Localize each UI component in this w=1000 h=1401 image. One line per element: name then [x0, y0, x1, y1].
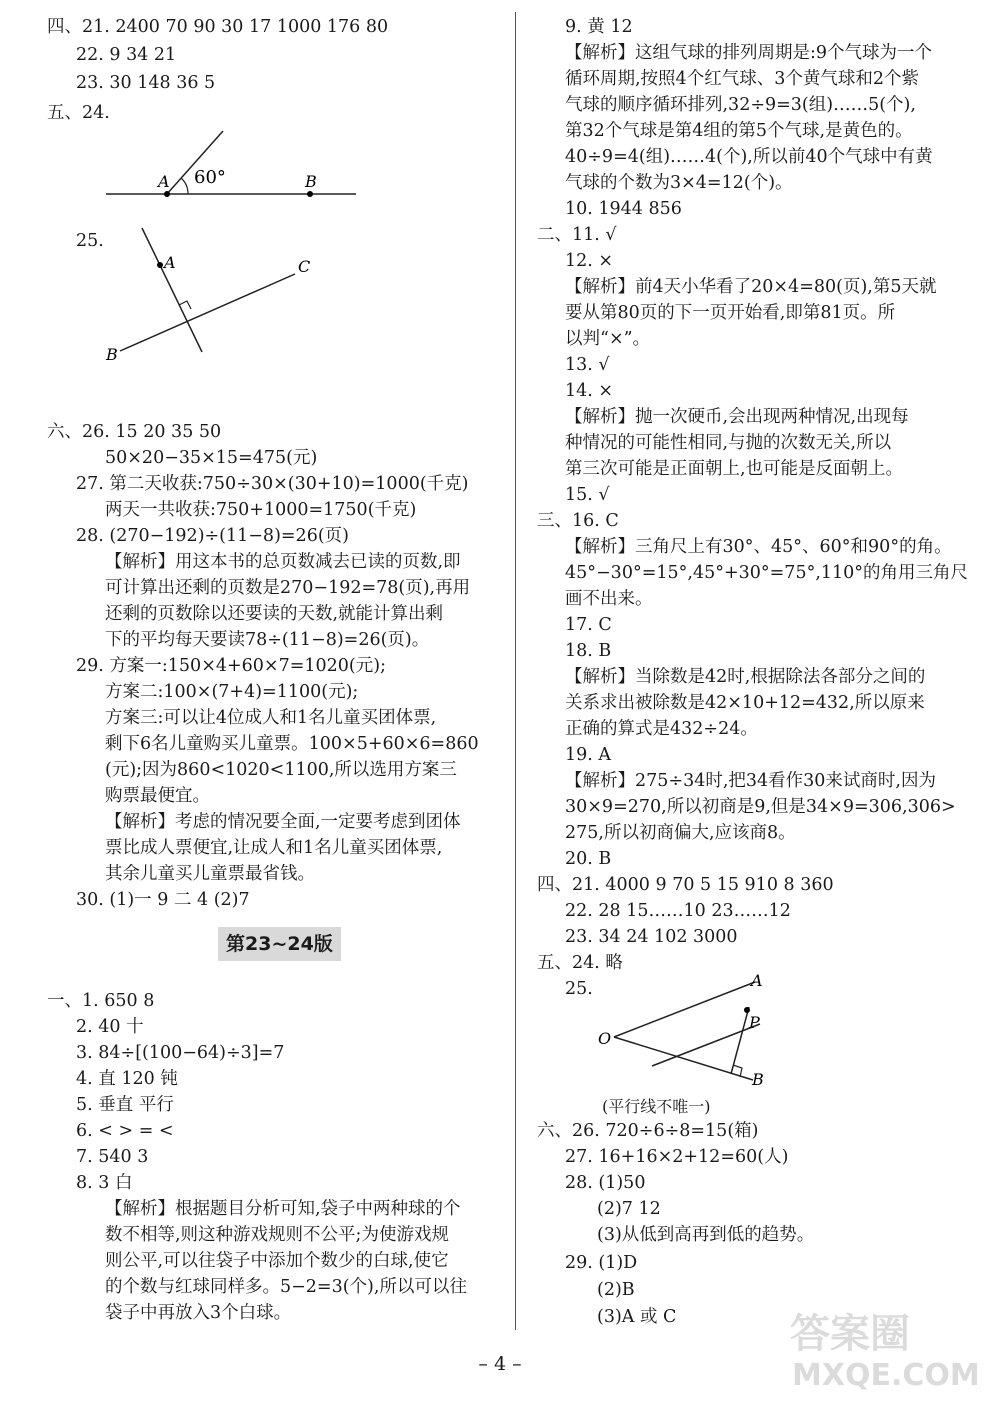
answer-q23: 23. 30 148 36 5 — [76, 73, 216, 93]
perpendicular-to-ob — [731, 1007, 749, 1074]
answer-s6: 6. < > = < — [76, 1121, 174, 1141]
answer-r24: 五、24. 略 — [537, 953, 623, 973]
answer-r19: 19. A — [565, 745, 612, 765]
analysis-s8: 【解析】根据题目分析可知,袋子中两种球的个 — [105, 1199, 461, 1219]
answer-q29-line6: 购票最便宜。 — [105, 786, 210, 806]
answer-q30: 30. (1)一 9 二 4 (2)7 — [76, 890, 250, 910]
answer-s8: 8. 3 白 — [76, 1173, 133, 1193]
label-c: C — [298, 257, 311, 276]
analysis-r18: 【解析】当除数是42时,根据除法各部分之间的 — [565, 667, 926, 687]
answer-r20: 20. B — [565, 849, 612, 869]
answer-r29: 29. (1)D — [565, 1253, 638, 1273]
answer-r29-part3: (3)A 或 C — [597, 1307, 677, 1327]
analysis-r16-line2: 45°−30°=15°,45°+30°=75°,110°的角用三角尺 — [565, 563, 969, 583]
answer-q29-line5: (元);因为860<1020<1100,所以选用方案三 — [105, 760, 457, 780]
answer-r23: 23. 34 24 102 3000 — [565, 927, 738, 947]
analysis-r9-line3: 气球的顺序循环排列,32÷9=3(组)……5(个), — [565, 95, 916, 115]
point-a — [157, 262, 163, 268]
answer-s1: 一、1. 650 8 — [47, 991, 155, 1011]
analysis-r14: 【解析】抛一次硬币,会出现两种情况,出现每 — [565, 407, 909, 427]
answer-q29: 29. 方案一:150×4+60×7=1020(元); — [76, 656, 386, 676]
label-b: B — [106, 345, 118, 364]
analysis-r9: 【解析】这组气球的排列周期是:9个气球为一个 — [565, 43, 933, 63]
analysis-r19-line3: 275,所以初商偏大,应该商8。 — [565, 823, 796, 843]
analysis-r12: 【解析】前4天小华看了20×4=80(页),第5天就 — [565, 277, 937, 297]
ray-oa — [614, 982, 755, 1037]
answer-r29-part2: (2)B — [597, 1280, 635, 1300]
analysis-r14-line3: 第三次可能是正面朝上,也可能是反面朝上。 — [565, 459, 904, 479]
answer-s2: 2. 40 十 — [76, 1017, 144, 1037]
label-a: A — [164, 253, 176, 272]
figure-caption: (平行线不唯一) — [602, 1097, 711, 1116]
answer-r26: 六、26. 720÷6÷8=15(箱) — [537, 1121, 759, 1141]
analysis-r18-line3: 正确的算式是432÷24。 — [565, 719, 758, 739]
answer-s5: 5. 垂直 平行 — [76, 1095, 174, 1115]
label-p: P — [749, 1013, 760, 1032]
analysis-r16-line3: 画不出来。 — [565, 589, 653, 609]
label-a: A — [751, 971, 763, 990]
answer-r11: 二、11. √ — [537, 225, 617, 245]
column-divider — [515, 12, 516, 1330]
answer-s3: 3. 84÷[(100−64)÷3]=7 — [76, 1043, 285, 1063]
section-title: 第23~24版 — [218, 927, 341, 961]
answer-r14: 14. × — [565, 381, 614, 401]
answer-r17: 17. C — [565, 615, 612, 635]
analysis-s8-line4: 的个数与红球同样多。5−2=3(个),所以可以往 — [105, 1277, 467, 1297]
analysis-q28-line3: 还剩的页数除以还要读的天数,就能计算出剩 — [105, 604, 444, 624]
answer-q29-line4: 剩下6名儿童购买儿童票。100×5+60×6=860 — [105, 734, 479, 754]
answer-r18: 18. B — [565, 641, 612, 661]
ray-ob — [614, 1037, 753, 1080]
analysis-q28-line4: 下的平均每天要读78÷(11−8)=26(页)。 — [105, 630, 430, 650]
label-a: A — [158, 172, 170, 191]
answer-r13: 13. √ — [565, 355, 610, 375]
answer-r28-part2: (2)7 12 — [597, 1199, 661, 1219]
answer-q25: 25. — [76, 231, 104, 251]
analysis-q28: 【解析】用这本书的总页数减去已读的页数,即 — [105, 552, 461, 572]
answer-r10: 10. 1944 856 — [565, 199, 682, 219]
analysis-r9-line6: 气球的个数为3×4=12(个)。 — [565, 173, 793, 193]
answer-r25: 25. — [565, 979, 593, 999]
answer-r15: 15. √ — [565, 485, 610, 505]
answer-r28-part3: (3)从低到高再到低的趋势。 — [597, 1225, 815, 1245]
analysis-s8-line2: 数不相等,则这种游戏规则不公平;为使游戏规 — [105, 1225, 449, 1245]
answer-r12: 12. × — [565, 251, 614, 271]
analysis-r9-line5: 40÷9=4(组)……4(个),所以前40个气球中有黄 — [565, 147, 933, 167]
answer-r9: 9. 黄 12 — [565, 17, 633, 37]
analysis-r14-line2: 种情况的可能性相同,与抛的次数无关,所以 — [565, 433, 892, 453]
analysis-q29: 【解析】考虑的情况要全面,一定要考虑到团体 — [105, 812, 461, 832]
figure-q24-angle — [100, 125, 370, 205]
analysis-r19: 【解析】275÷34时,把34看作30来试商时,因为 — [565, 771, 936, 791]
analysis-s8-line5: 袋子中再放入3个白球。 — [105, 1303, 292, 1323]
perpendicular-line — [142, 228, 202, 352]
line-bc — [120, 274, 295, 351]
analysis-r16: 【解析】三角尺上有30°、45°、60°和90°的角。 — [565, 537, 952, 557]
answer-q26: 六、26. 15 20 35 50 — [47, 422, 222, 442]
analysis-r12-line2: 要从第80页的下一页开始看,即第81页。所 — [565, 303, 896, 323]
analysis-r12-line3: 以判“×”。 — [565, 329, 651, 349]
label-b: B — [752, 1070, 764, 1089]
answer-r28: 28. (1)50 — [565, 1173, 646, 1193]
analysis-q28-line2: 可计算出还剩的页数是270−192=78(页),再用 — [105, 578, 471, 598]
answer-r21: 四、21. 4000 9 70 5 15 910 8 360 — [537, 875, 834, 895]
answer-q22: 22. 9 34 21 — [76, 45, 177, 65]
answer-r16: 三、16. C — [537, 511, 619, 531]
answer-q29-plan2: 方案二:100×(7+4)=1100(元); — [105, 682, 359, 702]
watermark-top: 答案圈 — [790, 1311, 910, 1357]
parallel-line — [652, 1024, 760, 1066]
analysis-s8-line3: 则公平,可以往袋子中添加个数少的白球,使它 — [105, 1251, 449, 1271]
point-b — [307, 191, 313, 197]
watermark-logo — [782, 1303, 982, 1393]
answer-q24: 五、24. — [47, 103, 110, 123]
answer-r22: 22. 28 15……10 23……12 — [565, 901, 791, 921]
answer-q26-calc: 50×20−35×15=475(元) — [105, 448, 318, 468]
analysis-r18-line2: 关系求出被除数是42×10+12=432,所以原来 — [565, 693, 925, 713]
answer-s7: 7. 540 3 — [76, 1147, 149, 1167]
label-b: B — [305, 172, 317, 191]
answer-q27: 27. 第二天收获:750÷30×(30+10)=1000(千克) — [76, 474, 469, 494]
figure-q25-perpendicular — [100, 222, 330, 372]
analysis-r9-line2: 循环周期,按照4个红气球、3个黄气球和2个紫 — [565, 69, 919, 89]
answer-s4: 4. 直 120 钝 — [76, 1069, 178, 1089]
answer-r27: 27. 16+16×2+12=60(人) — [565, 1147, 789, 1167]
analysis-q29-line3: 其余儿童买儿童票最省钱。 — [105, 864, 315, 884]
answer-q29-plan3: 方案三:可以让4位成人和1名儿童买团体票, — [105, 708, 437, 728]
point-a — [164, 191, 170, 197]
analysis-r9-line4: 第32个气球是第4组的第5个气球,是黄色的。 — [565, 121, 913, 141]
angle-arc — [181, 178, 188, 194]
answer-q27-total: 两天一共收获:750+1000=1750(千克) — [105, 500, 417, 520]
analysis-q29-line2: 票比成人票便宜,让成人和1名儿童买团体票, — [105, 838, 443, 858]
answer-q28: 28. (270−192)÷(11−8)=26(页) — [76, 526, 349, 546]
label-o: O — [598, 1029, 612, 1048]
answer-q21: 四、21. 2400 70 90 30 17 1000 176 80 — [47, 17, 389, 37]
page-number: – 4 – — [478, 1353, 522, 1375]
label-angle: 60° — [194, 167, 226, 188]
watermark-bottom: MXQE.COM — [792, 1358, 980, 1393]
analysis-r19-line2: 30×9=270,所以初商是9,但是34×9=306,306> — [565, 797, 956, 817]
